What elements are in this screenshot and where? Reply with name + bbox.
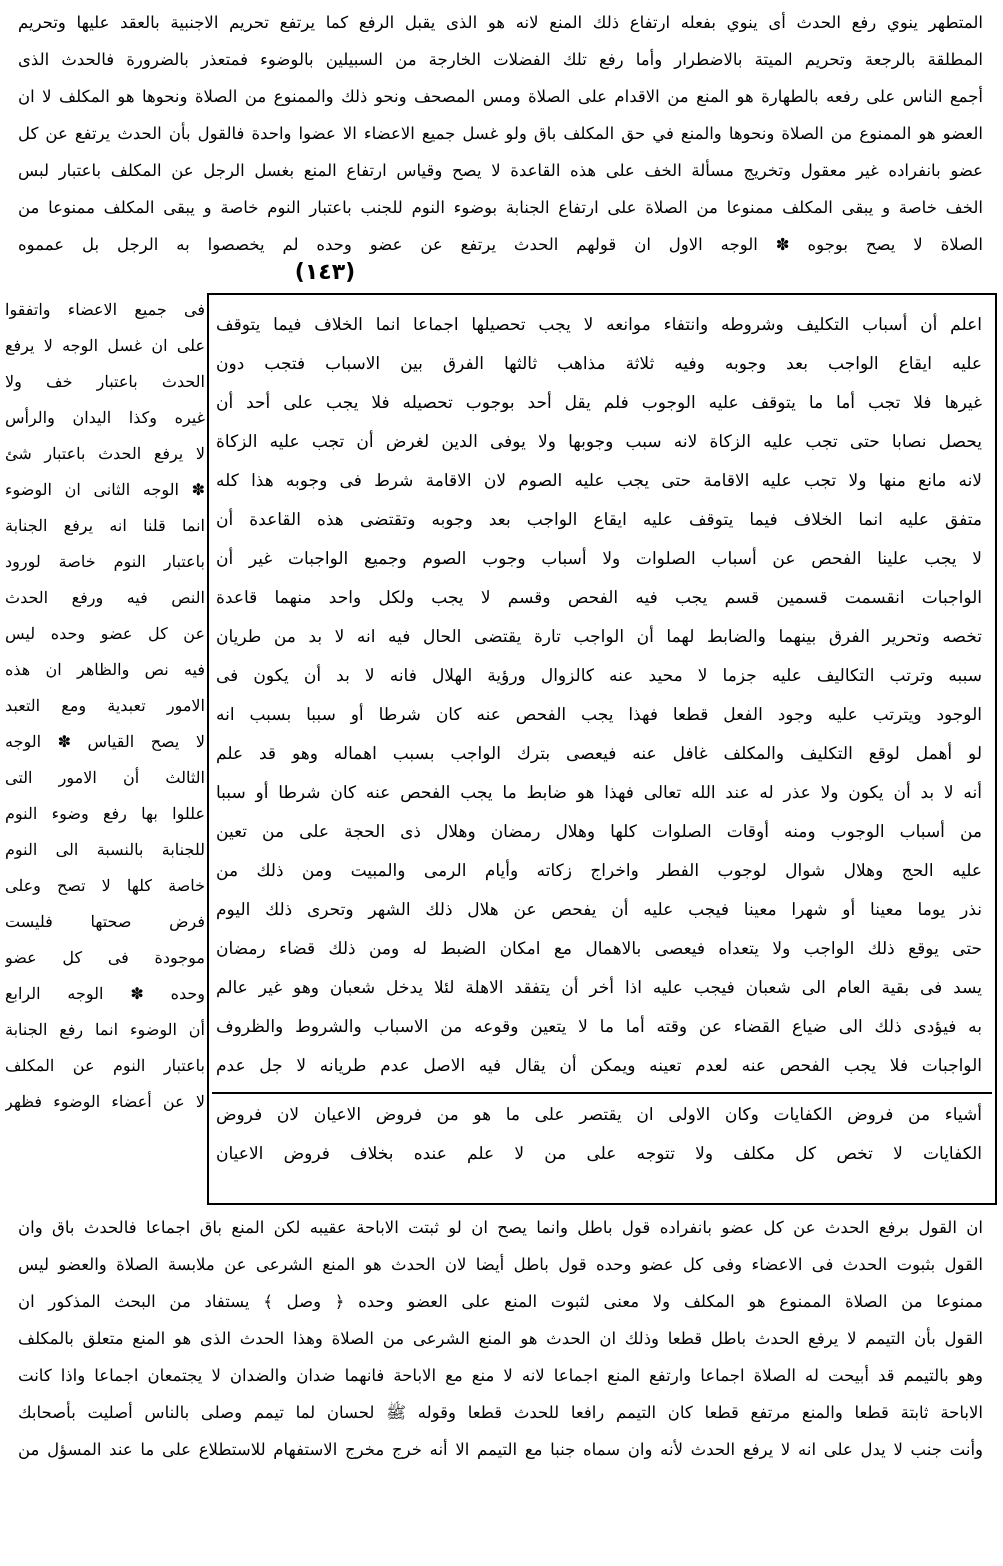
side-line: لا يصح القياس ✽ الوجه xyxy=(5,732,205,751)
text-line: وأنت جنب لا يدل على انه لا يرفع الحدث لأنه وان سماه جنبا مع التيمم الا أنه خرج مخرج الاستفهام للاستطلاع على ما عند المسؤل من xyxy=(18,1440,983,1459)
text-line: العضو هو الممنوع من الصلاة ونحوها والمنع في حق المكلف باق ولو غسل جميع الاعضاء الا عضوا واحدة فالقول بأن الحدث يرتفع عن كل xyxy=(18,124,983,143)
box-line: يحصل نصابا حتى تجب عليه الزكاة لانه سبب وجوبها ولا يوفى الدين لغرض أن تجب عليه الزكاة xyxy=(216,432,982,452)
box-line: عليه الحج وهلال شوال لوجوب الفطر واخراج زكاته وأيام الرمى والمبيت ومن ذلك من xyxy=(216,861,982,881)
side-line: لا يرفع الحدث باعتبار شئ xyxy=(5,444,205,463)
box-line: من أسباب الوجوب ومنه أوقات الصلوات كلها وهلال رمضان وهلال ذى الحجة على من تعين xyxy=(216,822,982,842)
box-line: تخصه وتحرير الفرق بينهما والضابط لهما أن الواجب تارة يقتضى الحال فيه انه لا بد من طريان xyxy=(216,627,982,647)
side-line: للجنابة بالنسبة الى النوم xyxy=(5,840,205,859)
text-line: أجمع الناس على رفعه بالطهارة هو المنع من الاقدام على الصلاة ومس المصحف ونحو ذلك والممنوع من الصلاة ونحوها هو المكلف لا ان xyxy=(18,87,983,106)
side-line: ✽ الوجه الثانى ان الوضوء xyxy=(5,480,205,499)
side-line: غيره وكذا اليدان والرأس xyxy=(5,408,205,427)
side-line: النص فيه ورفع الحدث xyxy=(5,588,205,607)
box-line: به فيؤدى ذلك الى ضياع القضاء عن وقته أما ما لا يتعين وقوعه من الاسباب والشروط والظروف xyxy=(216,1017,982,1037)
text-line: عضو بانفراده غير معقول وتخريج مسألة الخف على هذه القاعدة لا يصح وقياس ارتفاع المنع بغسل الرجل عن المكلف باعتبار لبس xyxy=(18,161,983,180)
side-line: لا عن أعضاء الوضوء فظهر xyxy=(5,1092,205,1111)
text-line: المطلقة بالرجعة وتحريم الميتة بالاضطرار وأما رفع تلك الفضلات الخارجة من السبيلين بالوضوء فمتعذر بالضرورة فالحدث الذى xyxy=(18,50,983,69)
box-line: الواجبات انقسمت قسمين قسم يجب فيه الفحص وقسم لا يجب ولكل واحد منهما قاعدة xyxy=(216,588,982,608)
box-divider xyxy=(212,1092,992,1094)
box-line: الواجبات فلا يجب الفحص عنه لعدم تعينه ويمكن أن يقال فيه الاصل عدم طريانه لا جل عدم xyxy=(216,1056,982,1076)
text-line: ممنوعا من الصلاة الممنوع هو المكلف ولا معنى لثبوت المنع على العضو وحده ﴿ وصل ﴾ يستفاد من البحث المذكور ان xyxy=(18,1292,983,1311)
side-line: أن الوضوء انما رفع الجنابة xyxy=(5,1020,205,1039)
side-line: على ان غسل الوجه لا يرفع xyxy=(5,336,205,355)
text-line: الخف خاصة و يبقى المكلف ممنوعا من الصلاة على ارتفاع الجنابة بوضوء النوم للجنب باعتبار النوم خاصة و يبقى المكلف ممنوعا من xyxy=(18,198,983,217)
side-line: الحدث باعتبار خف ولا xyxy=(5,372,205,391)
box-line: عليه ايقاع الواجب بعد وجوبه وفيه ثلاثة مذاهب ثالثها الفرق بين الاسباب فتجب دون xyxy=(216,354,982,374)
side-line: الثالث أن الامور التى xyxy=(5,768,205,787)
page-number: (١٤٣) xyxy=(294,260,356,285)
text-line: القول بثبوت الحدث فى الاعضاء وفى كل عضو وحده قول باطل أيضا لان الحدث هو المنع الشرعى عن ملابسة الصلاة والعضو ليس xyxy=(18,1255,983,1274)
box-line: يسد فى بقية العام الى شعبان فيجب عليه اذا أخر أن يتفقد الاهلة لئلا يدخل شعبان وهو غير عالم xyxy=(216,978,982,998)
text-line: الاباحة ثابتة قطعا والمنع مرتفع قطعا كان التيمم رافعا للحدث قطعا وقوله ﷺ لحسان لما تيمم وصلى بالناس أصليت بأصحابك xyxy=(18,1403,983,1422)
text-line: ان القول برفع الحدث عن كل عضو بانفراده قول باطل وانما يصح ان لو ثبتت الاباحة عقيبه لكن المنع باق اجماعا فالحدث باق وان xyxy=(18,1218,983,1237)
box-line: سببه وترتب التكاليف عليه جزما لا محيد عنه كالزوال ورؤية الهلال فانه لا بد أن يكون فى xyxy=(216,666,982,686)
text-line: وهو بالتيمم قد أبيحت له الصلاة اجماعا وارتفع المنع اجماعا لانه لا منع مع الاباحة فانهما ضدان والضدان لا يجتمعان اجماعا واذا كانت xyxy=(18,1366,983,1385)
text-line: القول بأن التيمم لا يرفع الحدث باطل قطعا وذلك ان الحدث هو المنع الشرعى من الصلاة وهذا الحدث الذى هو المنع متعلق بالمكلف xyxy=(18,1329,983,1348)
box-line: غيرها فلا تجب أما ما يتوقف عليه الوجوب فلم يقل أحد بوجوب تحصيله فلا يجب على أحد أن xyxy=(216,393,982,413)
box-line: اعلم أن أسباب التكليف وشروطه وانتفاء موانعه لا يجب تحصيلها اجماعا انما الخلاف فيما يتوقف xyxy=(216,315,982,335)
side-line: خاصة كلها لا تصح وعلى xyxy=(5,876,205,895)
side-line: باعتبار النوم عن المكلف xyxy=(5,1056,205,1075)
text-line: المتطهر ينوي رفع الحدث أى ينوي بفعله ارتفاع ذلك المنع لانه هو الذى يقبل الرفع كما يرتفع تحريم الاجنبية بالعقد عليها وتحريم xyxy=(18,13,983,32)
side-line: فى جميع الاعضاء واتفقوا xyxy=(5,300,205,319)
side-line: عن كل عضو وحده ليس xyxy=(5,624,205,643)
side-line: فيه نص والظاهر ان هذه xyxy=(5,660,205,679)
box-line: لانه مانع منها ولا تجب عليه الاقامة حتى يجب عليه الصوم لان الاقامة شرط فى وجوبه هذا كله xyxy=(216,471,982,491)
box-footer-line: أشياء من فروض الكفايات وكان الاولى ان يقتصر على ما هو من فروض الاعيان لان فروض xyxy=(216,1105,982,1125)
box-line: حتى يوقع ذلك الواجب ولا يتعداه فيعصى بالاهمال مع امكان الضبط له ومن ذلك قضاء رمضان xyxy=(216,939,982,959)
box-line: لا يجب علينا الفحص عن أسباب الصلوات ولا أسباب وجوب الصوم وجميع الواجبات غير أن xyxy=(216,549,982,569)
side-line: باعتبار النوم خاصة لورود xyxy=(5,552,205,571)
side-line: عللوا بها رفع وضوء النوم xyxy=(5,804,205,823)
side-line: وحده ✽ الوجه الرابع xyxy=(5,984,205,1003)
box-line: أنه لا بد أن يكون ولا عذر له عند الله تعالى فهذا هو ضابط ما يجب الفحص عنه كان شرطا أو سببا xyxy=(216,783,982,803)
box-line: متفق عليه انما الخلاف فيما يتوقف عليه ايقاع الواجب بعد وجوبه وتقتضى هذه القاعدة أن xyxy=(216,510,982,530)
side-line: الامور تعبدية ومع التعبد xyxy=(5,696,205,715)
side-line: موجودة فى كل عضو xyxy=(5,948,205,967)
box-line: الوجود ويترتب عليه وجود الفعل قطعا فهذا يجب الفحص عنه كان شرطا أو سببا بسبب انه xyxy=(216,705,982,725)
box-footer-line: الكفايات لا تخص كل مكلف ولا تتوجه على من لا علم عنده بخلاف فروض الاعيان xyxy=(216,1144,982,1164)
side-line: فرض صحتها فليست xyxy=(5,912,205,931)
box-line: نذر يوما معينا أو شهرا معينا فيجب عليه أن يفحص عن هلال ذلك الشهر وتحرى ذلك اليوم xyxy=(216,900,982,920)
side-line: انما قلنا انه يرفع الجنابة xyxy=(5,516,205,535)
box-line: لو أهمل لوقع التكليف والمكلف غافل عنه فيعصى بترك الواجب بسبب اهماله وهو قد علم xyxy=(216,744,982,764)
text-line: الصلاة لا يصح بوجوه ✽ الوجه الاول ان قولهم الحدث يرتفع عن عضو وحده لم يخصصوا به الرجل بل عمموه xyxy=(18,235,983,254)
